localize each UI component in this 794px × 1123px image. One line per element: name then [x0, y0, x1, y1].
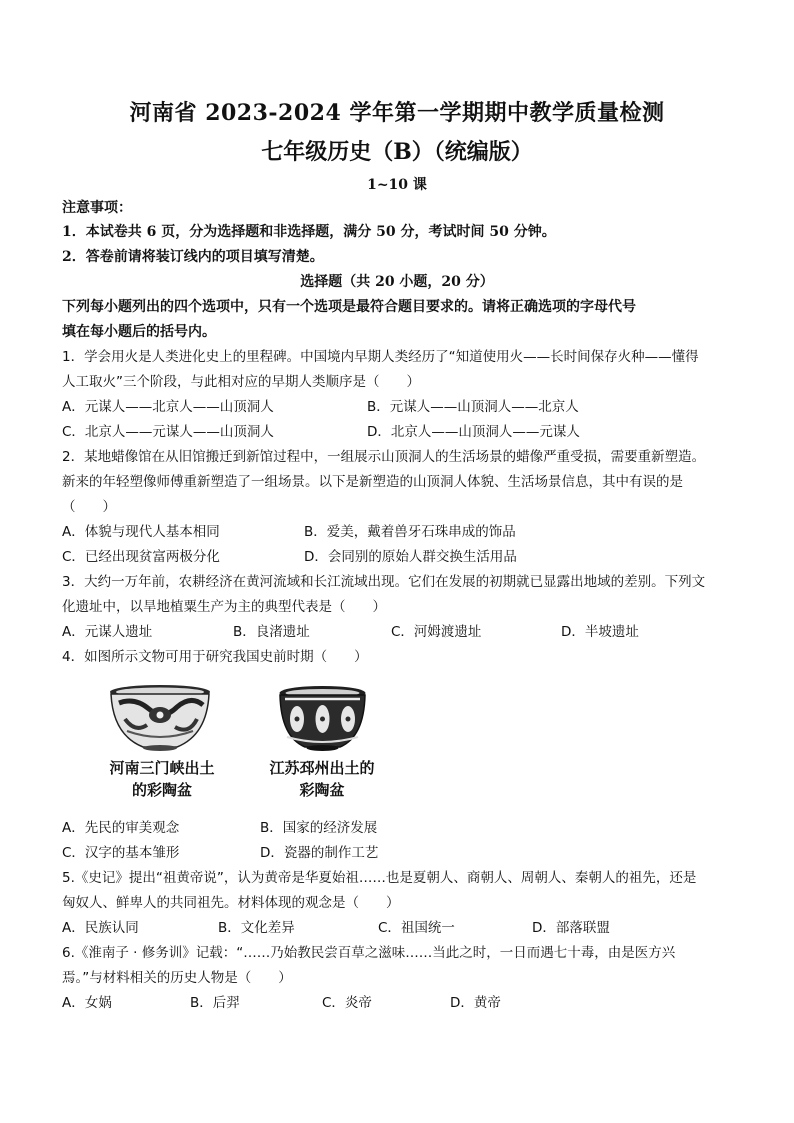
q2-stem-3: （ ） — [62, 499, 116, 515]
q5-option-a: A．民族认同 — [62, 920, 139, 936]
q6-option-d: D．黄帝 — [450, 995, 501, 1011]
q5-stem-2: 匈奴人、鲜卑人的共同祖先。材料体现的观念是（ ） — [62, 895, 400, 911]
image-1-caption-line-1: 河南三门峡出土 — [109, 759, 215, 777]
image-2-caption-line-2: 彩陶盆 — [299, 781, 345, 799]
q4-option-a: A．先民的审美观念 — [62, 820, 180, 836]
image-2-caption — [248, 757, 396, 801]
q2-option-d: D．会同别的原始人群交换生活用品 — [304, 549, 517, 565]
q3-stem-2: 化遗址中，以旱地植粟生产为主的典型代表是（ ） — [62, 599, 386, 615]
q4-stem-1: 4．如图所示文物可用于研究我国史前时期（ ） — [62, 649, 368, 665]
pottery-basin-pizhou-image — [275, 683, 370, 753]
q1-option-a: A．元谋人——北京人——山顶洞人 — [62, 399, 274, 415]
q4-option-d: D．瓷器的制作工艺 — [260, 845, 379, 861]
q6-stem-2: 焉。”与材料相关的历史人物是（ ） — [62, 970, 292, 986]
q2-option-a: A．体貌与现代人基本相同 — [62, 524, 220, 540]
q1-stem-1: 1．学会用火是人类进化史上的里程碑。中国境内早期人类经历了“知道使用火——长时间保存火种——懂得 — [62, 349, 699, 365]
q6-option-c: C．炎帝 — [322, 995, 372, 1011]
section-instruction-1: 下列每小题列出的四个选项中，只有一个选项是最符合题目要求的。请将正确选项的字母代号 — [62, 299, 636, 315]
q5-option-d: D．部落联盟 — [532, 920, 610, 936]
q2-option-b: B．爱美，戴着兽牙石珠串成的饰品 — [304, 524, 516, 540]
q2-stem-1: 2．某地蜡像馆在从旧馆搬迁到新馆过程中，一组展示山顶洞人的生活场景的蜡像严重受损，需要重新塑造。 — [62, 449, 706, 465]
q1-option-c: C．北京人——元谋人——山顶洞人 — [62, 424, 274, 440]
q3-option-a: A．元谋人遗址 — [62, 624, 153, 640]
image-1-caption — [88, 757, 236, 801]
pottery-basin-icon — [105, 683, 215, 753]
pottery-basin-sanmenxia-image — [105, 683, 215, 753]
q3-stem-1: 3．大约一万年前，农耕经济在黄河流域和长江流域出现。它们在发展的初期就已显露出地域的差别。下列文 — [62, 574, 706, 590]
q6-option-a: A．女娲 — [62, 995, 112, 1011]
notice-item-1: 1．本试卷共 6 页，分为选择题和非选择题，满分 50 分，考试时间 50 分钟。 — [62, 224, 556, 240]
q3-option-c: C．河姆渡遗址 — [391, 624, 482, 640]
q1-stem-2: 人工取火”三个阶段，与此相对应的早期人类顺序是（ ） — [62, 374, 420, 390]
image-2-caption-line-1: 江苏邳州出土的 — [269, 759, 375, 777]
q3-option-b: B．良渚遗址 — [233, 624, 310, 640]
q5-stem-1: 5.《史记》提出“祖黄帝说”，认为黄帝是华夏始祖……也是夏朝人、商朝人、周朝人、秦朝人的祖先，还是 — [62, 870, 697, 886]
lesson-range: 1~10 课 — [367, 177, 427, 193]
q1-option-b: B．元谋人——山顶洞人——北京人 — [367, 399, 579, 415]
q5-option-c: C．祖国统一 — [378, 920, 455, 936]
q2-option-c: C．已经出现贫富两极分化 — [62, 549, 220, 565]
q1-option-d: D．北京人——山顶洞人——元谋人 — [367, 424, 580, 440]
image-1-caption-line-2: 的彩陶盆 — [131, 781, 192, 799]
q3-option-d: D．半坡遗址 — [561, 624, 639, 640]
pottery-basin-icon — [275, 683, 370, 753]
notice-item-2: 2．答卷前请将装订线内的项目填写清楚。 — [62, 249, 324, 265]
q4-option-c: C．汉字的基本雏形 — [62, 845, 180, 861]
q4-option-b: B．国家的经济发展 — [260, 820, 378, 836]
q5-option-b: B．文化差异 — [218, 920, 295, 936]
section-title: 选择题（共 20 小题，20 分） — [300, 274, 494, 290]
q6-stem-1: 6.《淮南子 · 修务训》记载：“……乃始教民尝百草之滋味……当此之时，一日而遇七十毒，由是医方兴 — [62, 945, 676, 961]
q6-option-b: B．后羿 — [190, 995, 240, 1011]
section-instruction-2: 填在每小题后的括号内。 — [62, 324, 216, 340]
exam-title: 河南省 2023-2024 学年第一学期期中教学质量检测 — [129, 100, 665, 126]
q2-stem-2: 新来的年轻塑像师傅重新塑造了一组场景。以下是新塑造的山顶洞人体貌、生活场景信息，其中有误的是 — [62, 474, 683, 490]
exam-subtitle: 七年级历史（B）（统编版） — [261, 139, 533, 165]
notice-heading: 注意事项： — [62, 200, 132, 216]
